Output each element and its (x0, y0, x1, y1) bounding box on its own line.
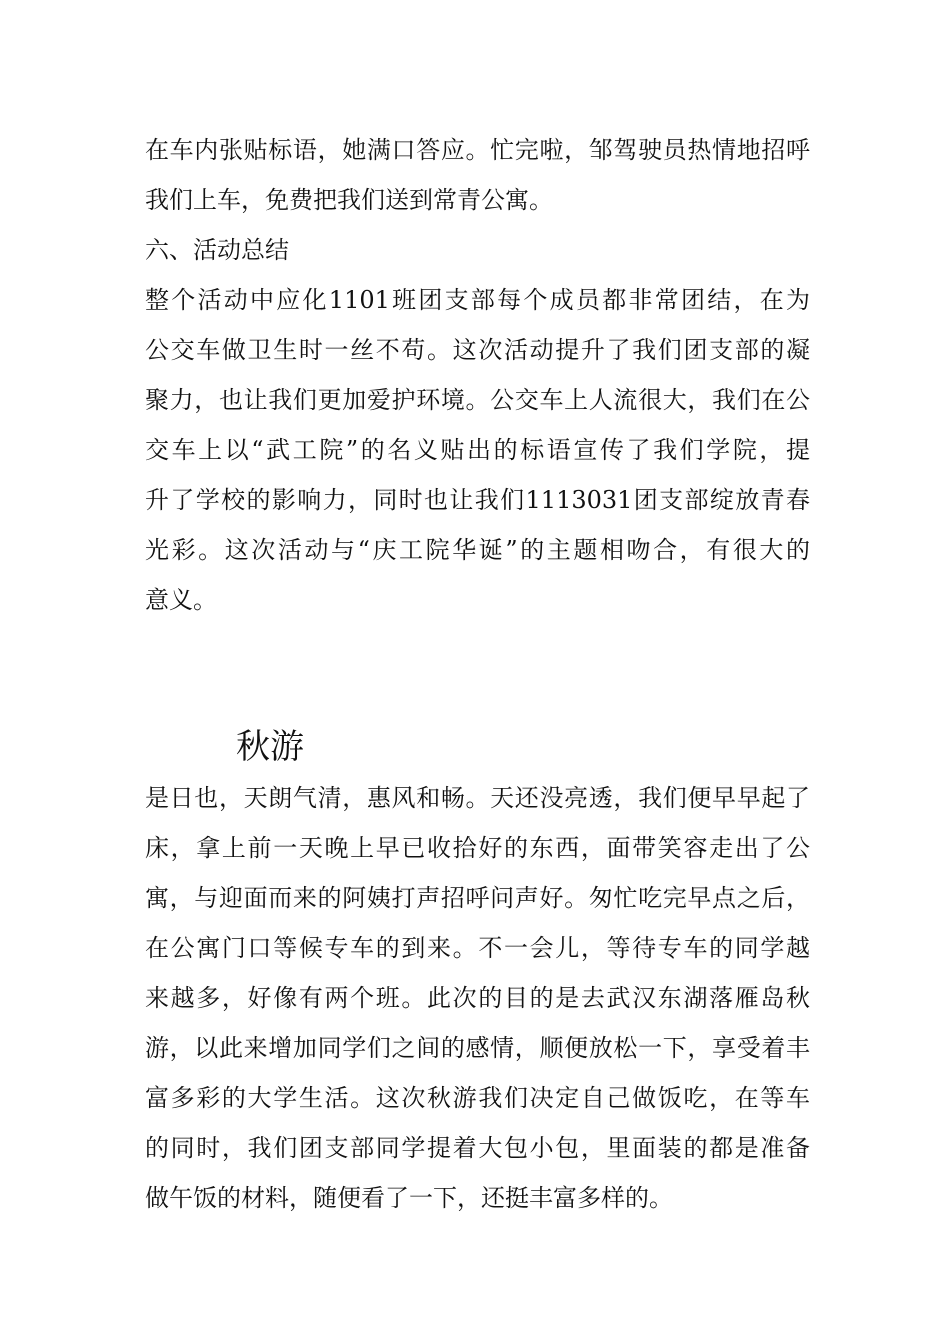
paragraph-line: 我们上车，免费把我们送到常青公寓。 (145, 186, 553, 214)
paragraph-line: 是日也，天朗气清，惠风和畅。天还没亮透，我们便早早起了 (145, 784, 810, 812)
paragraph-line: 整个活动中应化1101班团支部每个成员都非常团结，在为 (145, 286, 810, 314)
paragraph-line: 交车上以“武工院”的名义贴出的标语宣传了我们学院，提 (145, 436, 810, 464)
paragraph-line: 意义。 (145, 586, 217, 614)
section-heading: 六、活动总结 (145, 236, 289, 264)
paragraph-line: 的同时，我们团支部同学提着大包小包，里面装的都是准备 (145, 1134, 810, 1162)
document-title: 秋游 (236, 727, 304, 767)
paragraph-line: 床，拿上前一天晚上早已收拾好的东西，面带笑容走出了公 (145, 834, 810, 862)
paragraph-line: 做午饭的材料，随便看了一下，还挺丰富多样的。 (145, 1184, 673, 1212)
paragraph-line: 在车内张贴标语，她满口答应。忙完啦，邹驾驶员热情地招呼 (145, 136, 810, 164)
paragraph-line: 升了学校的影响力，同时也让我们1113031团支部绽放青春 (145, 486, 810, 514)
paragraph-line: 来越多，好像有两个班。此次的目的是去武汉东湖落雁岛秋 (145, 984, 810, 1012)
paragraph-line: 聚力，也让我们更加爱护环境。公交车上人流很大，我们在公 (145, 386, 810, 414)
paragraph-line: 公交车做卫生时一丝不苟。这次活动提升了我们团支部的凝 (145, 336, 810, 364)
paragraph-line: 寓，与迎面而来的阿姨打声招呼问声好。匆忙吃完早点之后， (145, 884, 810, 912)
paragraph-line: 富多彩的大学生活。这次秋游我们决定自己做饭吃，在等车 (145, 1084, 810, 1112)
paragraph-line: 光彩。这次活动与“庆工院华诞”的主题相吻合，有很大的 (145, 536, 810, 564)
paragraph-line: 在公寓门口等候专车的到来。不一会儿，等待专车的同学越 (145, 934, 810, 962)
paragraph-line: 游，以此来增加同学们之间的感情，顺便放松一下，享受着丰 (145, 1034, 810, 1062)
